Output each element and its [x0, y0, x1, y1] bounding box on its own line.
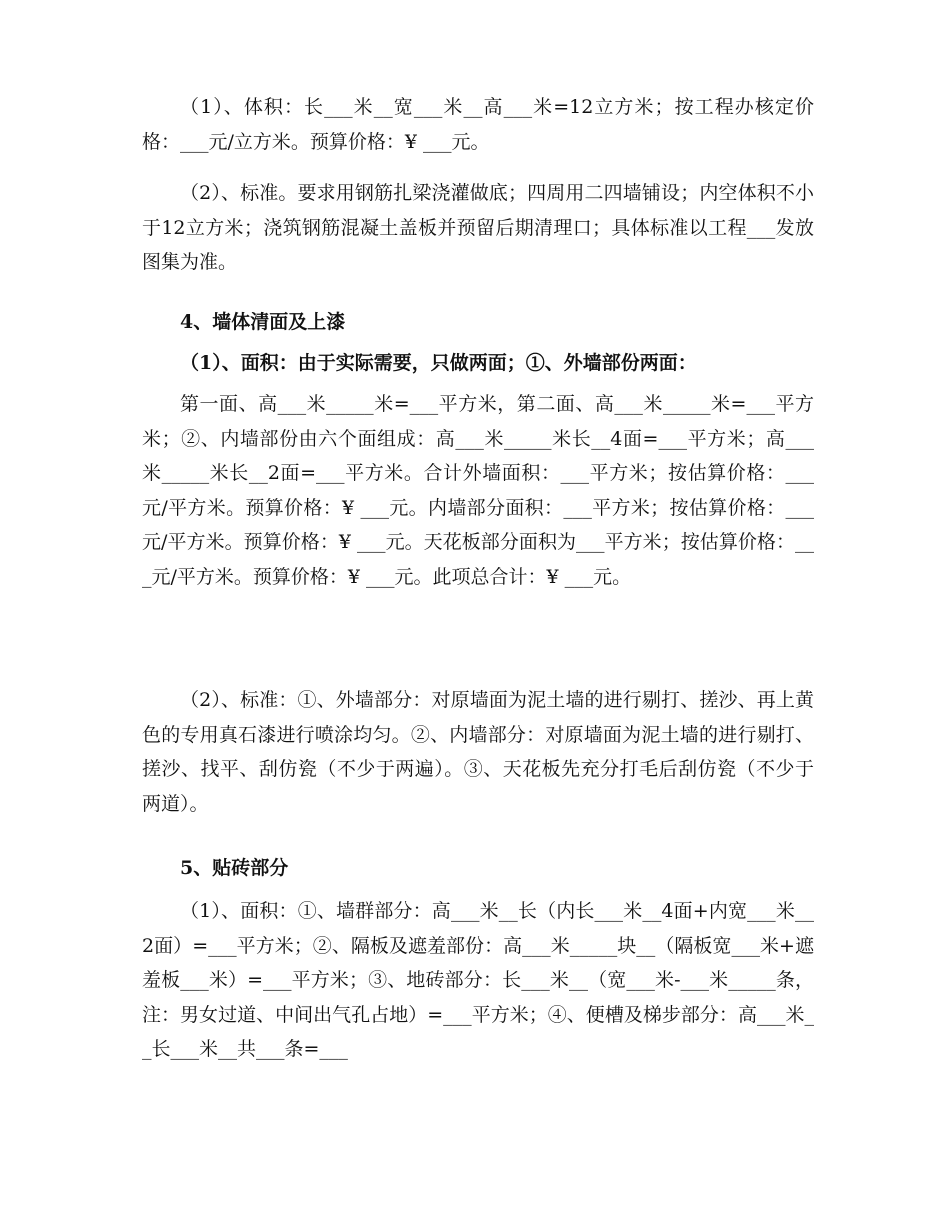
- wall-standard-paragraph: （2）、标准：①、外墙部分：对原墙面为泥土墙的进行剔打、搓沙、再上黄色的专用真石漆进行喷涂均匀。②、内墙部分：对原墙面为泥土墙的进行剔打、搓沙、找平、刮仿瓷（不少于两遍）。③、天花板先充分打毛后刮仿瓷（不少于两道）。: [142, 689, 814, 815]
- section-heading-tiling: 5、贴砖部分: [180, 857, 289, 879]
- area-subheading: （1）、面积：由于实际需要，只做两面；①、外墙部份两面：: [180, 352, 697, 374]
- volume-paragraph: （1）、体积：长___米__宽___米__高___米=12立方米；按工程办核定价格：___元/立方米。预算价格：¥ ___元。: [142, 96, 814, 153]
- standard-paragraph: （2）、标准。要求用钢筋扎梁浇灌做底；四周用二四墙铺设；内空体积不小于12立方米；浇筑钢筋混凝土盖板并预留后期清理口；具体标准以工程___发放图集为准。: [142, 182, 814, 273]
- area-detail-paragraph: 第一面、高___米_____米=___平方米，第二面、高___米_____米=___平方米；②、内墙部份由六个面组成：高___米_____米长__4面=___平方米；高___米_____米长__2面=___平方米。合计外墙面积：___平方米；按估算价格：___元/平方米。预算价格：¥ ___元。内墙部分面积：___平方米；按估算价格：___元/平方米。预算价格：¥ ___元。天花板部分面积为___平方米；按估算价格：___元/平方米。预算价格：¥ ___元。此项总合计：¥ ___元。: [142, 393, 814, 588]
- tiling-area-paragraph: （1）、面积：①、墙群部分：高___米__长（内长___米__4面+内宽___米__2面）=___平方米；②、隔板及遮羞部份：高___米_____块__（隔板宽___米+遮羞板___米）=___平方米；③、地砖部分：长___米__（宽___米-___米_____条，注：男女过道、中间出气孔占地）=___平方米；④、便槽及梯步部分：高___米__长___米__共___条=___: [142, 900, 814, 1060]
- section-heading-wall-painting: 4、墙体清面及上漆: [180, 311, 346, 333]
